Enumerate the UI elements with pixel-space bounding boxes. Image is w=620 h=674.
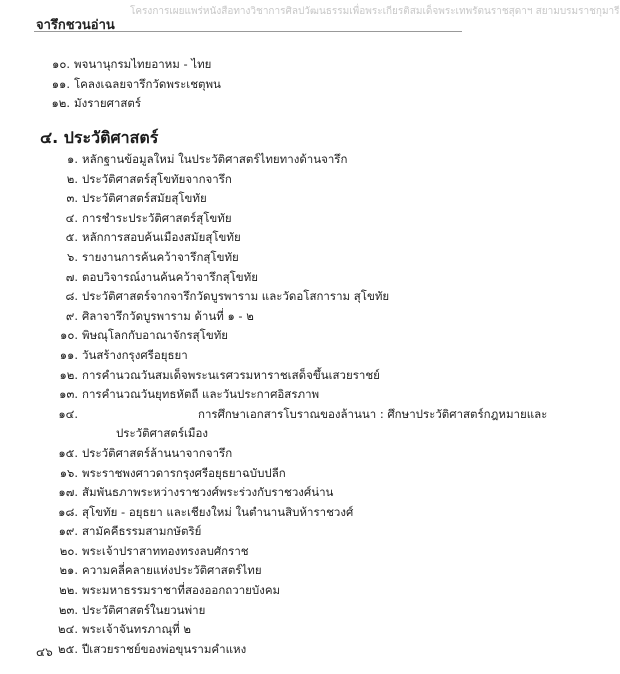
list-item xyxy=(0,346,480,366)
list-item-number: ๒๔. xyxy=(58,622,78,637)
list-item xyxy=(0,405,548,444)
list-item-text: สามัคคีธรรมสามกษัตริย์ xyxy=(82,524,202,539)
list-item xyxy=(0,189,480,209)
list-item-number: ๑๒. xyxy=(59,367,78,382)
list-item-text: การชำระประวัติศาสตร์สุโขทัย xyxy=(82,210,232,225)
list-item-text: วันสร้างกรุงศรีอยุธยา xyxy=(82,347,188,362)
list-item xyxy=(0,307,480,327)
list-item xyxy=(0,522,480,542)
list-item-number: ๒๓. xyxy=(58,602,78,617)
list-item xyxy=(0,268,480,288)
list-item-number: ๑๔. xyxy=(58,406,78,421)
list-item-number: ๑๗. xyxy=(58,485,78,500)
list-item-number: ๒๒. xyxy=(59,583,78,598)
list-item-number: ๑๕. xyxy=(58,445,78,460)
list-item-text: มังรายศาสตร์ xyxy=(74,96,141,111)
list-item xyxy=(0,150,480,170)
list-item-number: ๔. xyxy=(65,210,78,225)
list-item xyxy=(0,75,480,95)
intro-list xyxy=(0,55,480,114)
list-item xyxy=(0,483,480,503)
list-item-text: ประวัติศาสตร์ล้านนาจากจารึก xyxy=(82,445,233,460)
list-item xyxy=(0,326,480,346)
list-item-number: ๑๐. xyxy=(60,328,78,343)
list-item xyxy=(0,385,480,405)
list-item-text: ศิลาจารึกวัดบูรพาราม ด้านที่ ๑ - ๒ xyxy=(82,308,254,323)
list-item-number: ๒. xyxy=(66,171,78,186)
list-item xyxy=(0,561,480,581)
list-item xyxy=(0,444,480,464)
list-item-text: สัมพันธภาพระหว่างราชวงศ์พระร่วงกับราชวงศ์น่าน xyxy=(82,485,334,500)
list-item xyxy=(0,228,480,248)
list-item-text: รายงานการค้นคว้าจารึกสุโขทัย xyxy=(82,249,239,264)
list-item-number: ๖. xyxy=(67,249,78,264)
list-item xyxy=(0,601,480,621)
list-item-text: การศึกษาเอกสารโบราณของล้านนา : ศึกษาประวัติศาสตร์กฎหมายและประวัติศาสตร์เมือง xyxy=(116,406,548,441)
section-heading: ๔. ประวัติศาสตร์ xyxy=(40,128,159,147)
list-item xyxy=(0,209,480,229)
list-item-number: ๑. xyxy=(67,152,78,166)
list-item xyxy=(0,620,480,640)
list-item-text: พระมหาธรรมราชาที่สองออกถวายบังคม xyxy=(82,583,281,598)
list-item-text: พจนานุกรมไทยอาหม - ไทย xyxy=(74,57,212,71)
list-item xyxy=(0,94,480,114)
list-item xyxy=(0,464,480,484)
history-list xyxy=(0,150,548,659)
list-item xyxy=(0,640,480,660)
list-item xyxy=(0,542,480,562)
list-item-number: ๑๘. xyxy=(58,504,78,519)
list-item xyxy=(0,248,480,268)
list-item-number: ๑๓. xyxy=(59,387,78,402)
list-item-text: ปีเสวยราชย์ของพ่อขุนรามคำแหง xyxy=(82,641,247,656)
list-item-number: ๓. xyxy=(66,191,78,206)
list-item-number: ๒๑. xyxy=(59,563,78,578)
list-item xyxy=(0,581,480,601)
list-item-number: ๕. xyxy=(65,230,78,245)
header-watermark: โครงการเผยแพร่หนังสือทางวิชาการศิลปวัฒนธรรมเพื่อพระเกียรติสมเด็จพระเทพรัตนราชสุดาฯ สยามบรมราชกุมารี xyxy=(130,6,620,17)
list-item-text: สุโขทัย - อยุธยา และเชียงใหม่ ในตำนานสิบห้าราชวงศ์ xyxy=(82,504,354,519)
list-item-number: ๑๙. xyxy=(58,524,78,539)
running-header-title: จารึกชวนอ่าน xyxy=(36,18,115,33)
list-item-number: ๗. xyxy=(65,269,78,284)
list-item-text: ตอบวิจารณ์งานค้นคว้าจารึกสุโขทัย xyxy=(82,269,258,284)
list-item xyxy=(0,503,480,523)
list-item-text: โคลงเฉลยจารึกวัดพระเชตุพน xyxy=(74,76,221,91)
list-item-text: พระเจ้าจันทรภาณุที่ ๒ xyxy=(82,622,191,637)
page-number: ๔๖ xyxy=(36,645,53,659)
list-item-number: ๑๑. xyxy=(59,347,78,362)
list-item-text: การคำนวณวันสมเด็จพระนเรศวรมหาราชเสด็จขึ้นเสวยราชย์ xyxy=(82,367,380,382)
list-item-text: ประวัติศาสตร์สุโขทัยจากจารึก xyxy=(82,171,232,186)
list-item xyxy=(0,287,480,307)
list-item-number: ๑๖. xyxy=(59,465,78,480)
list-item-text: หลักการสอบค้นเมืองสมัยสุโขทัย xyxy=(82,230,241,245)
header-divider xyxy=(34,31,462,32)
list-item xyxy=(0,55,480,75)
list-item-text: ประวัติศาสตร์ในยวนพ่าย xyxy=(82,602,206,617)
list-item-text: หลักฐานข้อมูลใหม่ ในประวัติศาสตร์ไทยทางด้านจารึก xyxy=(82,152,348,166)
list-item-text: ความคลี่คลายแห่งประวัติศาสตร์ไทย xyxy=(82,563,262,578)
list-item-number: ๑๑. xyxy=(51,76,70,91)
list-item-number: ๑๒. xyxy=(51,96,70,111)
list-item xyxy=(0,170,480,190)
list-item-number: ๒๐. xyxy=(59,543,78,558)
list-item-number: ๘. xyxy=(65,289,78,304)
list-item-number: ๒๕. xyxy=(58,641,78,656)
list-item-text: พระราชพงศาวดารกรุงศรีอยุธยาฉบับปลีก xyxy=(82,465,286,480)
list-item xyxy=(0,366,480,386)
list-item-text: การคำนวณวันยุทธหัตถี และวันประกาศอิสรภาพ xyxy=(82,387,320,402)
list-item-number: ๑๐. xyxy=(52,57,70,71)
list-item-text: พระเจ้าปราสาททองทรงลบศักราช xyxy=(82,543,249,558)
list-item-text: ประวัติศาสตร์สมัยสุโขทัย xyxy=(82,191,207,206)
list-item-number: ๙. xyxy=(65,308,78,323)
list-item-text: ประวัติศาสตร์จากจารึกวัดบูรพาราม และวัดอโสการาม สุโขทัย xyxy=(82,289,390,304)
list-item-text: พิษณุโลกกับอาณาจักรสุโขทัย xyxy=(82,328,229,343)
